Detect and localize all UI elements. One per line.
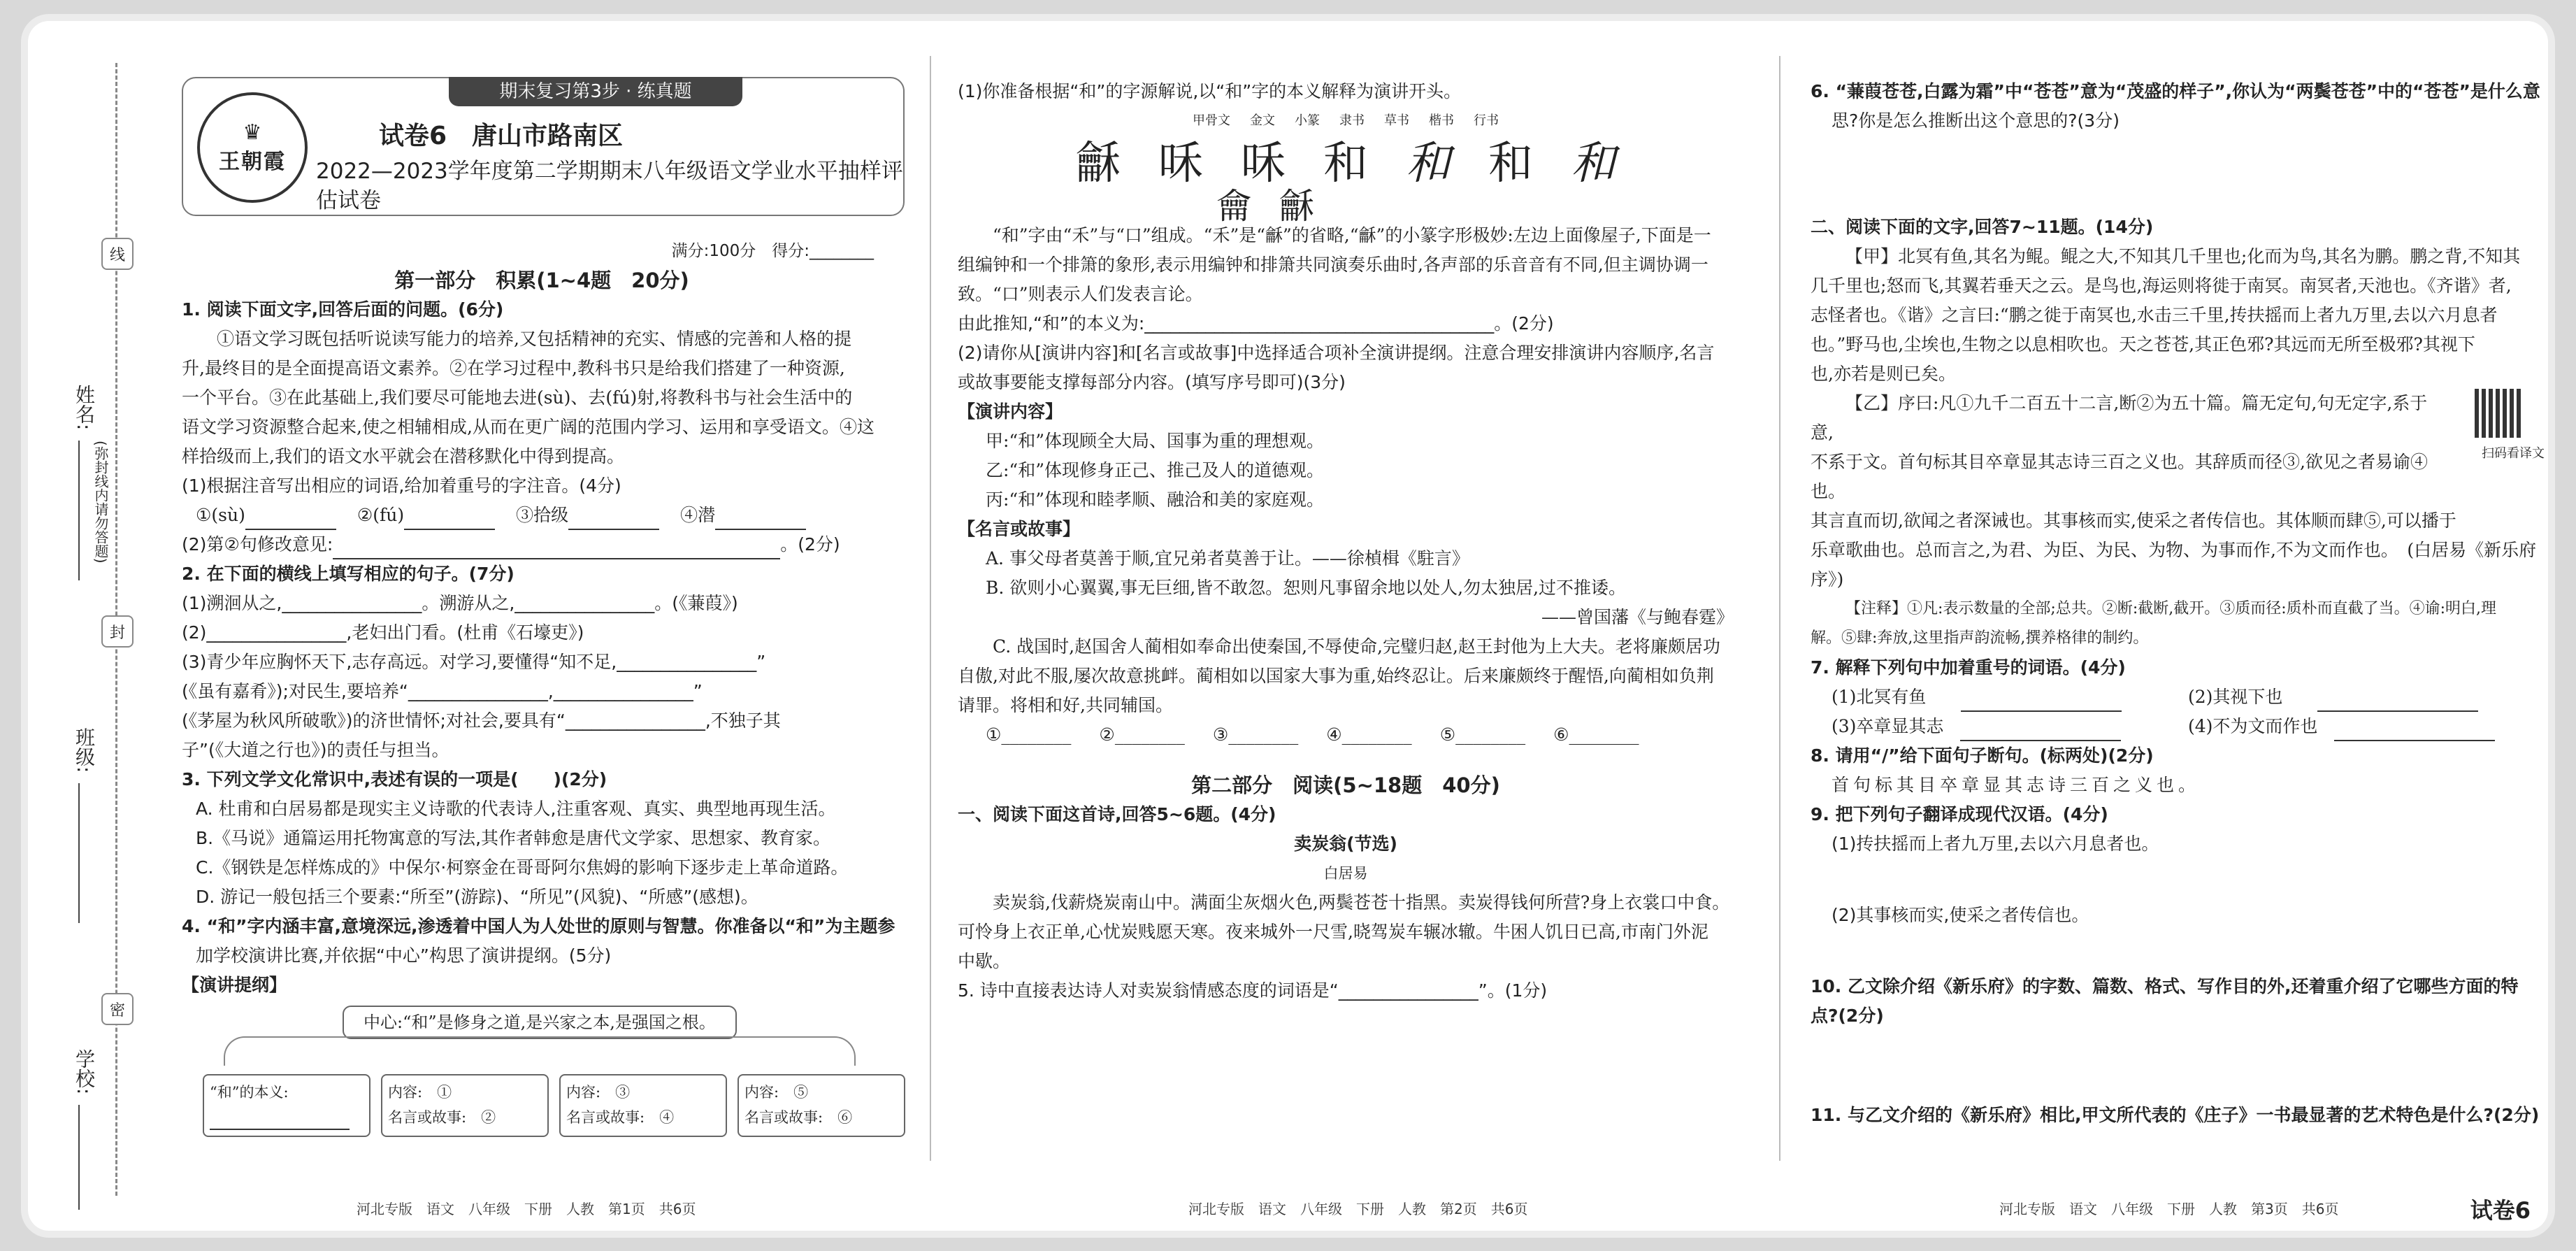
page-1 xyxy=(182,21,902,1231)
infer-line[interactable]: 由此推知,“和”的本义为:________________________________________。(2分) xyxy=(958,313,1554,334)
seal-glyph-row xyxy=(958,186,1734,227)
q8-text[interactable]: 首句标其目卒章显其志诗三百之义也。 xyxy=(1832,775,2201,795)
q11: 11. 与乙文介绍的《新乐府》相比,甲文所代表的《庄子》一书最显著的艺术特色是什么?(2分) xyxy=(1811,1105,2540,1125)
q2-line[interactable]: (2)________________,老妇出门看。(杜甫《石壕吏》) xyxy=(182,622,584,643)
page-3-content xyxy=(1811,77,2545,1130)
q1-opt: ③拾级 xyxy=(516,505,569,525)
answer-slot[interactable]: ①________ xyxy=(986,724,1072,745)
script-name: 隶书 xyxy=(1339,113,1365,128)
script-name: 草书 xyxy=(1384,113,1409,128)
poem-line: 中歇。 xyxy=(958,951,1011,971)
page-2 xyxy=(958,21,1734,1231)
q7: 7. 解释下列句中加着重号的词语。(4分) xyxy=(1811,657,2126,678)
q3-option-c[interactable]: C.《钢铁是怎样炼成的》中保尔·柯察金在哥哥阿尔焦姆的影响下逐步走上革命道路。 xyxy=(196,857,849,878)
q6: 6. “蒹葭苍苍,白露为霜”中“苍苍”意为“茂盛的样子”,你认为“两鬓苍苍”中的“苍苍”是什么意 xyxy=(1811,81,2540,101)
crown-icon: ♛ xyxy=(243,120,262,145)
q4-sub2: (2)请你从[演讲内容]和[名言或故事]中选择适合项补全演讲提纲。注意合理安排演讲内容顺序,名言 xyxy=(958,343,1715,363)
q1-opt: ①(sù) xyxy=(196,505,245,525)
q5[interactable]: 5. 诗中直接表达诗人对卖炭翁情感态度的词语是“________________”。(1分) xyxy=(958,980,1548,1001)
section-1-heading: 第一部分 积累(1~4题 20分) xyxy=(394,269,689,292)
q2-line[interactable]: (《茅屋为秋风所破歌》)的济世情怀;对社会,要具有“________________,不独子其 xyxy=(182,710,781,731)
answer-blank[interactable] xyxy=(1960,719,2121,741)
column-divider xyxy=(1779,56,1780,1161)
q1-sub2-label: (2)第②句修改意见: xyxy=(182,534,333,555)
answer-blank[interactable] xyxy=(1961,689,2122,712)
jia-line: 也,亦若是则已矣。 xyxy=(1811,364,1956,384)
content-label: 【演讲内容】 xyxy=(958,401,1063,422)
answer-blank[interactable] xyxy=(2317,689,2478,712)
binding-margin xyxy=(28,21,147,1231)
q9-item: (2)其事核而实,使采之者传信也。 xyxy=(1832,905,2089,925)
explain-line: 组编钟和一个排箫的象形,表示用编钟和排箫共同演奏乐曲时,各声部的乐音音有不同,但主调协调一 xyxy=(958,255,1708,275)
poem-line: 卖炭翁,伐薪烧炭南山中。满面尘灰烟火色,两鬓苍苍十指黑。卖炭得钱何所营?身上衣裳口中食。 xyxy=(993,892,1730,913)
answer-blank[interactable] xyxy=(2334,719,2495,741)
glyph-clerical: 和 xyxy=(1323,138,1368,190)
outline-box-1[interactable]: 内容: ① 名言或故事: ② xyxy=(381,1074,549,1137)
q1-opt: ④潜 xyxy=(680,505,716,525)
glyph-yue: 龠 xyxy=(1216,186,1251,227)
outline-box-meaning[interactable] xyxy=(203,1074,370,1137)
outline-brace xyxy=(224,1036,856,1066)
q1-line: ①语文学习既包括听说读写能力的培养,又包括精神的充实、情感的完善和人格的提 xyxy=(217,329,851,349)
outline-box-text: “和”的本义: xyxy=(210,1084,289,1101)
jia-line: 志怪者也。《谐》之言曰:“鹏之徙于南冥也,水击三千里,抟扶摇而上者九万里,去以六月息者 xyxy=(1811,305,2498,325)
exam-sheet xyxy=(28,21,2548,1231)
speech-outline-map xyxy=(182,1006,902,1145)
q10: 10. 乙文除介绍《新乐府》的字数、篇数、格式、写作目的外,还着重介绍了它哪些方面的特点?(2分) xyxy=(1811,976,2519,1026)
column-divider xyxy=(930,56,931,1161)
q1-line: 升,最终目的是全面提高语文素养。②在学习过程中,教科书只是给我们搭建了一种资源, xyxy=(182,358,845,378)
glyph-regular: 和 xyxy=(1488,138,1533,190)
page-footer: 河北专版 语文 八年级 下册 人教 第2页 共6页 xyxy=(1188,1201,1528,1217)
review-tag: 期末复习第3步 · 练真题 xyxy=(449,77,742,106)
seal-note: (弥封线内请勿答题) xyxy=(92,441,109,564)
cut-mark-seal: 封 xyxy=(101,615,134,648)
glyph-oracle: 龢 xyxy=(1076,138,1121,190)
jia-line: 【甲】北冥有鱼,其名为鲲。鲲之大,不知其几千里也;化而为鸟,其名为鹏。鹏之背,不知其 xyxy=(1845,246,2521,266)
paper-number: 试卷6 xyxy=(2470,1197,2531,1224)
school-label: 学校: xyxy=(73,1049,96,1095)
yi-line: 不系于文。首句标其目卒章显其志诗三百之义也。其辞质而径③,欲见之者易谕④也。 xyxy=(1811,452,2428,501)
script-name: 甲骨文 xyxy=(1193,113,1230,128)
quote-b-source: ——曾国藩《与鲍春霆》 xyxy=(1541,607,1734,627)
q1-sub2 xyxy=(182,530,902,559)
glyph-bronze: 咊 xyxy=(1158,138,1203,190)
yi-passage xyxy=(1811,389,2545,594)
quote-c-line: 自傲,对此不服,屡次故意挑衅。蔺相如以国家大事为重,始终忍让。后来廉颇终于醒悟,向蔺相如负荆 xyxy=(958,666,1714,686)
brand-logo xyxy=(197,92,308,203)
section-2-heading: 第二部分 阅读(5~18题 40分) xyxy=(1191,773,1500,797)
page-footer: 河北专版 语文 八年级 下册 人教 第3页 共6页 xyxy=(1999,1201,2339,1217)
answer-slot[interactable]: ⑥________ xyxy=(1553,724,1639,745)
script-name: 楷书 xyxy=(1429,113,1454,128)
script-name: 小篆 xyxy=(1295,113,1320,128)
q2-line[interactable]: (3)青少年应胸怀天下,志存高远。对学习,要懂得“知不足,________________” xyxy=(182,652,766,672)
paper-subtitle: 2022—2023学年度第二学期期末八年级语文学业水平抽样评估试卷 xyxy=(316,159,903,213)
poem-author: 白居易 xyxy=(1323,865,1368,882)
part-1-heading: 一、阅读下面这首诗,回答5~6题。(4分) xyxy=(958,804,1276,824)
cut-mark-secret: 密 xyxy=(101,993,134,1025)
q6-cont: 思?你是怎么推断出这个意思的?(3分) xyxy=(1832,110,2120,131)
part-2-heading: 二、阅读下面的文字,回答7~11题。(14分) xyxy=(1811,217,2154,237)
q4-heading-cont: 加学校演讲比赛,并依据“中心”构思了演讲提纲。(5分) xyxy=(196,945,612,966)
yi-line: 乐章歌曲也。总而言之,为君、为臣、为民、为物、为事而作,不为文而作也。 (白居易《新乐府序》) xyxy=(1811,540,2537,589)
q3-heading: 3. 下列文学文化常识中,表述有误的一项是( )(2分) xyxy=(182,769,607,789)
q1-opt: ②(fú) xyxy=(357,505,405,525)
q4-heading: 4. “和”字内涵丰富,意境深远,渗透着中国人为人处世的原则与智慧。你准备以“和”为主题参 xyxy=(182,916,895,936)
script-names-row xyxy=(958,106,1734,136)
quote-c-line: 请罪。将相和好,共同辅国。 xyxy=(958,695,1173,715)
q7-item: (4)不为文而作也 xyxy=(2188,716,2318,736)
q1-heading: 1. 阅读下面文字,回答后面的问题。(6分) xyxy=(182,299,504,320)
q1-sub2-score: 。(2分) xyxy=(780,534,840,555)
q9-answer-space[interactable] xyxy=(1811,930,2545,972)
script-name: 行书 xyxy=(1474,113,1499,128)
glyph-he: 龢 xyxy=(1279,186,1314,227)
glyph-running: 和 xyxy=(1571,138,1616,190)
page-3 xyxy=(1811,21,2545,1231)
glyph-seal: 咊 xyxy=(1241,138,1286,190)
qr-code-icon[interactable] xyxy=(2475,389,2524,438)
answer-slot[interactable]: ③________ xyxy=(1212,724,1299,745)
school-field[interactable] xyxy=(78,1105,80,1210)
answer-blank[interactable] xyxy=(245,508,336,530)
quote-b: B. 欲则小心翼翼,事无巨细,皆不敢忽。恕则凡事留余地以处人,勿太独居,过不推诿。 xyxy=(986,578,1627,598)
poem-line: 可怜身上衣正单,心忧炭贱愿天寒。夜来城外一尺雪,晓驾炭车辗冰辙。牛困人饥日已高,市南门外泥 xyxy=(958,922,1708,942)
content-item: 甲:“和”体现顾全大局、国事为重的理想观。 xyxy=(986,431,1324,451)
cut-mark-line: 线 xyxy=(101,238,134,270)
q4-sub1: (1)你准备根据“和”的字源解说,以“和”字的本义解释为演讲开头。 xyxy=(958,81,1462,101)
exam-header xyxy=(182,77,905,216)
jia-line: 也。”野马也,尘埃也,生物之以息相吹也。天之苍苍,其正色邪?其远而无所至极邪?其视下 xyxy=(1811,334,2475,355)
class-field[interactable] xyxy=(78,783,80,923)
q7-item: (2)其视下也 xyxy=(2188,687,2283,707)
q9-item: (1)抟扶摇而上者九万里,去以六月息者也。 xyxy=(1832,834,2159,854)
q9-answer-space[interactable] xyxy=(1811,859,2545,901)
answer-slot[interactable]: ⑤________ xyxy=(1439,724,1526,745)
explain-line: 致。“口”则表示人们发表言论。 xyxy=(958,284,1203,304)
q1-sub1: (1)根据注音写出相应的词语,给加着重号的字注音。(4分) xyxy=(182,476,621,496)
answer-blank[interactable] xyxy=(210,1108,350,1130)
q4-outline-label: 【演讲提纲】 xyxy=(182,975,287,995)
content-item: 丙:“和”体现和睦孝顺、融洽和美的家庭观。 xyxy=(986,489,1324,510)
q3-option-d[interactable]: D. 游记一般包括三个要素:“所至”(游踪)、“所见”(风貌)、“所感”(感想)。 xyxy=(196,887,758,907)
answer-slot[interactable]: ②________ xyxy=(1099,724,1185,745)
q2-heading: 2. 在下面的横线上填写相应的句子。(7分) xyxy=(182,564,515,584)
poem-title: 卖炭翁(节选) xyxy=(1294,834,1397,854)
score-line: 满分:100分 得分:________ xyxy=(671,242,874,260)
yi-line: 其言直而切,欲闻之者深诫也。其事核而实,使采之者传信也。其体顺而肆⑤,可以播于 xyxy=(1811,510,2456,531)
outline-box-2[interactable]: 内容: ③ 名言或故事: ④ xyxy=(559,1074,727,1137)
answer-blank[interactable] xyxy=(333,537,780,559)
q10-answer-space[interactable] xyxy=(1811,1031,2545,1101)
content-item: 乙:“和”体现修身正己、推己及人的道德观。 xyxy=(986,460,1324,480)
glyph-row xyxy=(958,136,1734,192)
section-1 xyxy=(182,266,902,1145)
q6-answer-space[interactable] xyxy=(1811,136,2545,213)
qr-label: 扫码看译文 xyxy=(2482,446,2545,461)
q1-line: 一个平台。③在此基础上,我们要尽可能地去进(sù)、去(fú)射,将教科书与社会生活中的 xyxy=(182,387,853,408)
q7-item: (1)北冥有鱼 xyxy=(1832,687,1927,707)
answer-slot[interactable]: ④________ xyxy=(1326,724,1412,745)
name-label: 姓名: xyxy=(73,385,96,431)
outline-box-3[interactable]: 内容: ⑤ 名言或故事: ⑥ xyxy=(737,1074,905,1137)
answer-slots xyxy=(958,720,1734,750)
q4-sub2-cont: 或故事要能支撑每部分内容。(填写序号即可)(3分) xyxy=(958,372,1346,392)
outline-center: 中心:“和”是修身之道,是兴家之本,是强国之根。 xyxy=(343,1006,737,1039)
q7-items xyxy=(1811,682,2545,741)
quote-c-line: C. 战国时,赵国舍人蔺相如奉命出使秦国,不辱使命,完璧归赵,赵王封他为上大夫。老将廉颇居功 xyxy=(993,636,1720,657)
yi-line: 【乙】序曰:凡①九千二百五十二言,断②为五十篇。篇无定句,句无定字,系于意, xyxy=(1811,393,2428,443)
q8: 8. 请用“/”给下面句子断句。(标两处)(2分) xyxy=(1811,745,2154,766)
page-2-content xyxy=(958,77,1734,1006)
answer-blank[interactable] xyxy=(715,508,806,530)
class-label: 班级: xyxy=(73,727,96,773)
quote-a: A. 事父母者莫善于顺,宜兄弟者莫善于让。——徐楨楫《駐言》 xyxy=(986,548,1469,569)
note-line: 【注释】①凡:表示数量的全部;总共。②断:截断,截开。③质而径:质朴而直截了当。④谕:明白,理 xyxy=(1845,600,2497,617)
name-field[interactable] xyxy=(78,441,80,580)
q3-option-b[interactable]: B.《马说》通篇运用托物寓意的写法,其作者韩愈是唐代文学家、思想家、教育家。 xyxy=(196,828,831,848)
q2-line: 子”(《大道之行也》)的责任与担当。 xyxy=(182,740,449,760)
q1-line: 语文学习资源整合起来,使之相辅相成,从而在更广阔的范围内学习、运用和享受语文。④这 xyxy=(182,417,875,437)
note-line: 解。⑤肆:奔放,这里指声韵流畅,撰养格律的制约。 xyxy=(1811,629,2149,647)
q2-line[interactable]: (1)溯洄从之,________________。溯游从之,________________。(《蒹葭》) xyxy=(182,593,738,613)
answer-blank[interactable] xyxy=(568,508,659,530)
quote-label: 【名言或故事】 xyxy=(958,519,1081,539)
q1-passage xyxy=(182,324,902,471)
q9: 9. 把下列句子翻译成现代汉语。(4分) xyxy=(1811,804,2108,824)
q3-option-a[interactable]: A. 杜甫和白居易都是现实主义诗歌的代表诗人,注重客观、真实、典型地再现生活。 xyxy=(196,799,836,819)
paper-title: 试卷6 唐山市路南区 xyxy=(379,122,624,150)
script-name: 金文 xyxy=(1250,113,1275,128)
q1-line: 样拾级而上,我们的语文水平就会在潜移默化中得到提高。 xyxy=(182,446,624,466)
explain-line: “和”字由“禾”与“口”组成。“禾”是“龢”的省略,“龢”的小篆字形极妙:左边上面像屋子,下面是一 xyxy=(993,225,1711,245)
answer-blank[interactable] xyxy=(404,508,495,530)
logo-name: 王朝霞 xyxy=(219,150,286,174)
page-footer: 河北专版 语文 八年级 下册 人教 第1页 共6页 xyxy=(357,1201,696,1217)
q1-sub1-options xyxy=(182,501,902,530)
q7-item: (3)卒章显其志 xyxy=(1832,716,1944,736)
jia-line: 几千里也;怒而飞,其翼若垂天之云。是鸟也,海运则将徙于南冥。南冥者,天池也。《齐谐》者, xyxy=(1811,276,2512,296)
q2-line[interactable]: (《虽有嘉肴》);对民生,要培养“________________,________________” xyxy=(182,681,703,701)
glyph-cursive: 和 xyxy=(1406,138,1451,190)
